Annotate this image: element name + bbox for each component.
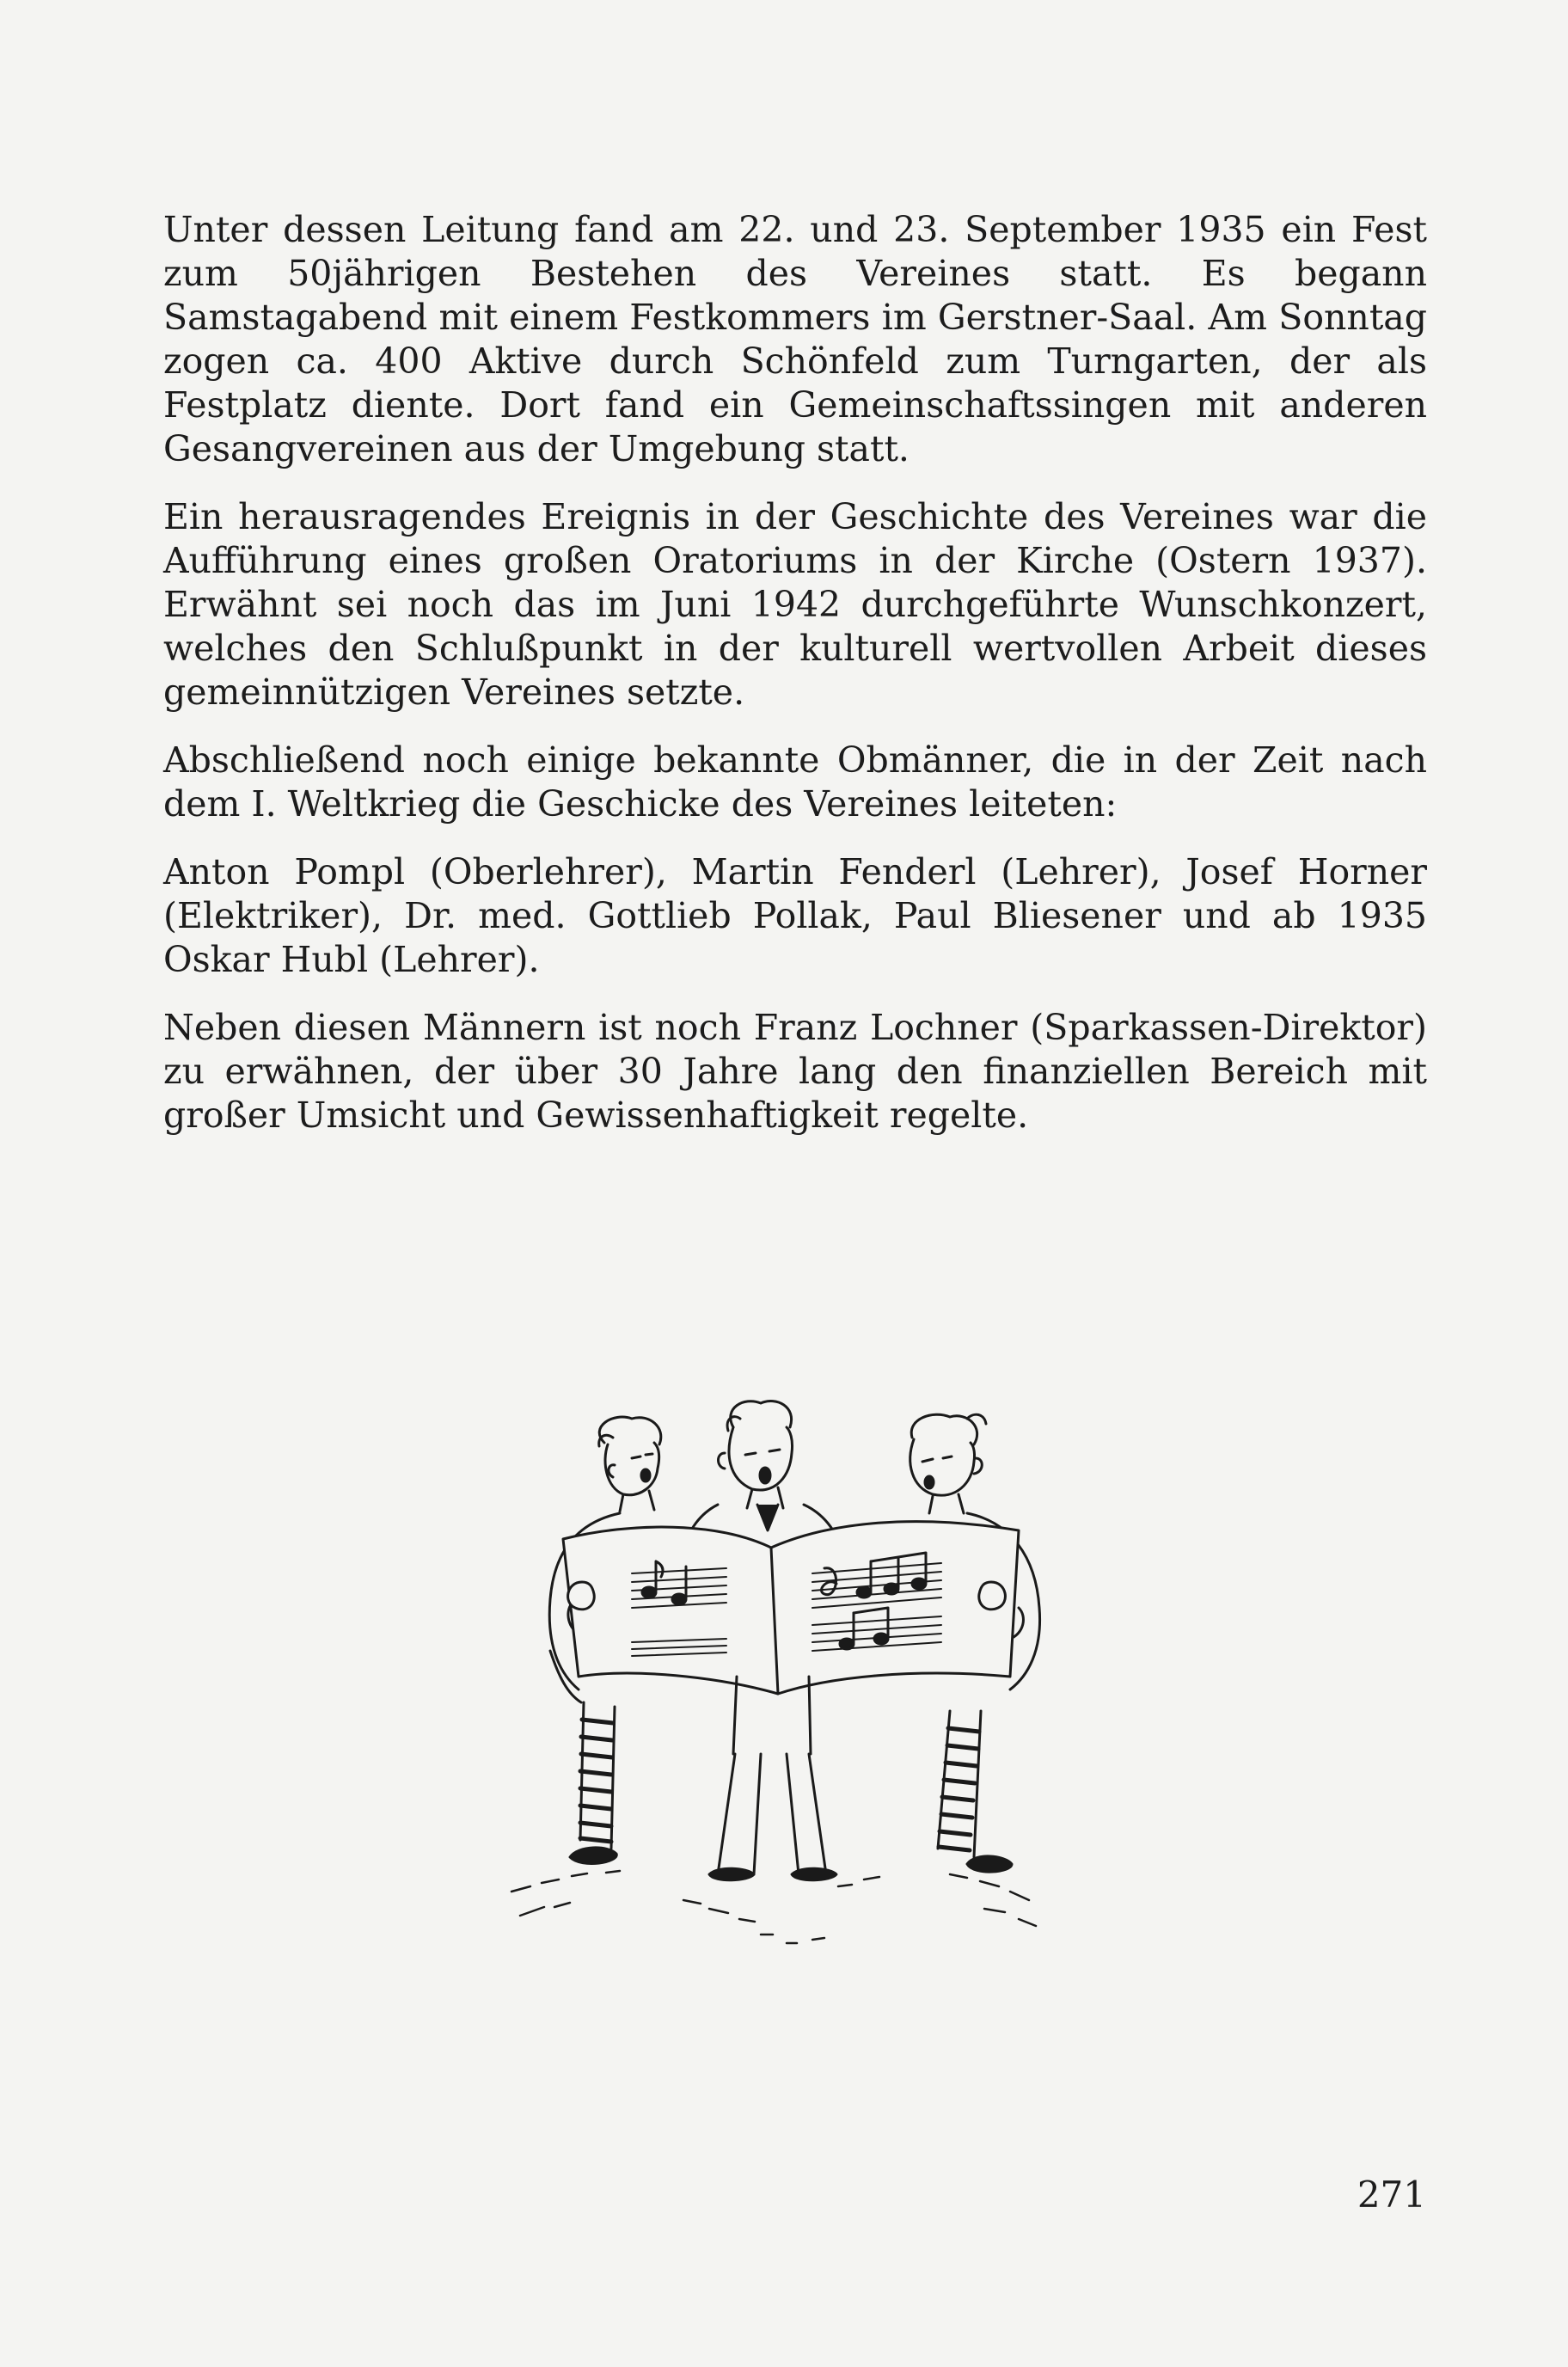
paragraph-lochner: Neben diesen Männern ist noch Franz Lochner (Sparkassen-Direktor) zu erwähnen, der über 30 Jahre lang den finanziellen Bereich mit großer Umsicht und Gewissenhaftigkeit regelte. (163, 1007, 1427, 1136)
page-number: 271 (1357, 2174, 1426, 2216)
body-text (163, 208, 1427, 1162)
singers-illustration (503, 1393, 1070, 1952)
paragraph-chairmen-intro: Abschließend noch einige bekannte Obmänner, die in der Zeit nach dem I. Weltkrieg die Geschicke des Vereines leiteten: (163, 739, 1427, 825)
sheet-music (563, 1522, 1019, 1694)
paragraph-chairmen-list: Anton Pompl (Oberlehrer), Martin Fenderl (Lehrer), Josef Horner (Elektriker), Dr. med. Gottlieb Pollak, Paul Bliesener und ab 1935 Oskar Hubl (Lehrer). (163, 851, 1427, 980)
paragraph-oratorium: Ein herausragendes Ereignis in der Geschichte des Vereines war die Aufführung eines großen Oratoriums in der Kirche (Ostern 1937). Erwähnt sei noch das im Juni 1942 durchgeführte Wunschkonzert, welches den Schlußpunkt in der kulturell wertvollen Arbeit dieses gemeinnützigen Vereines setzte. (163, 496, 1427, 713)
three-singers-with-sheet-music-icon (503, 1393, 1070, 1952)
paragraph-festival: Unter dessen Leitung fand am 22. und 23. September 1935 ein Fest zum 50jährigen Bestehen des Vereines statt. Es begann Samstagabend mit einem Festkommers im Gerstner-Saal. Am Sonntag zogen ca. 400 Aktive durch Schönfeld zum Turngarten, der als Festplatz diente. Dort fand ein Gemeinschaftssingen mit anderen Gesangvereinen aus der Umgebung statt. (163, 209, 1427, 469)
ground-lines (511, 1871, 1036, 1943)
